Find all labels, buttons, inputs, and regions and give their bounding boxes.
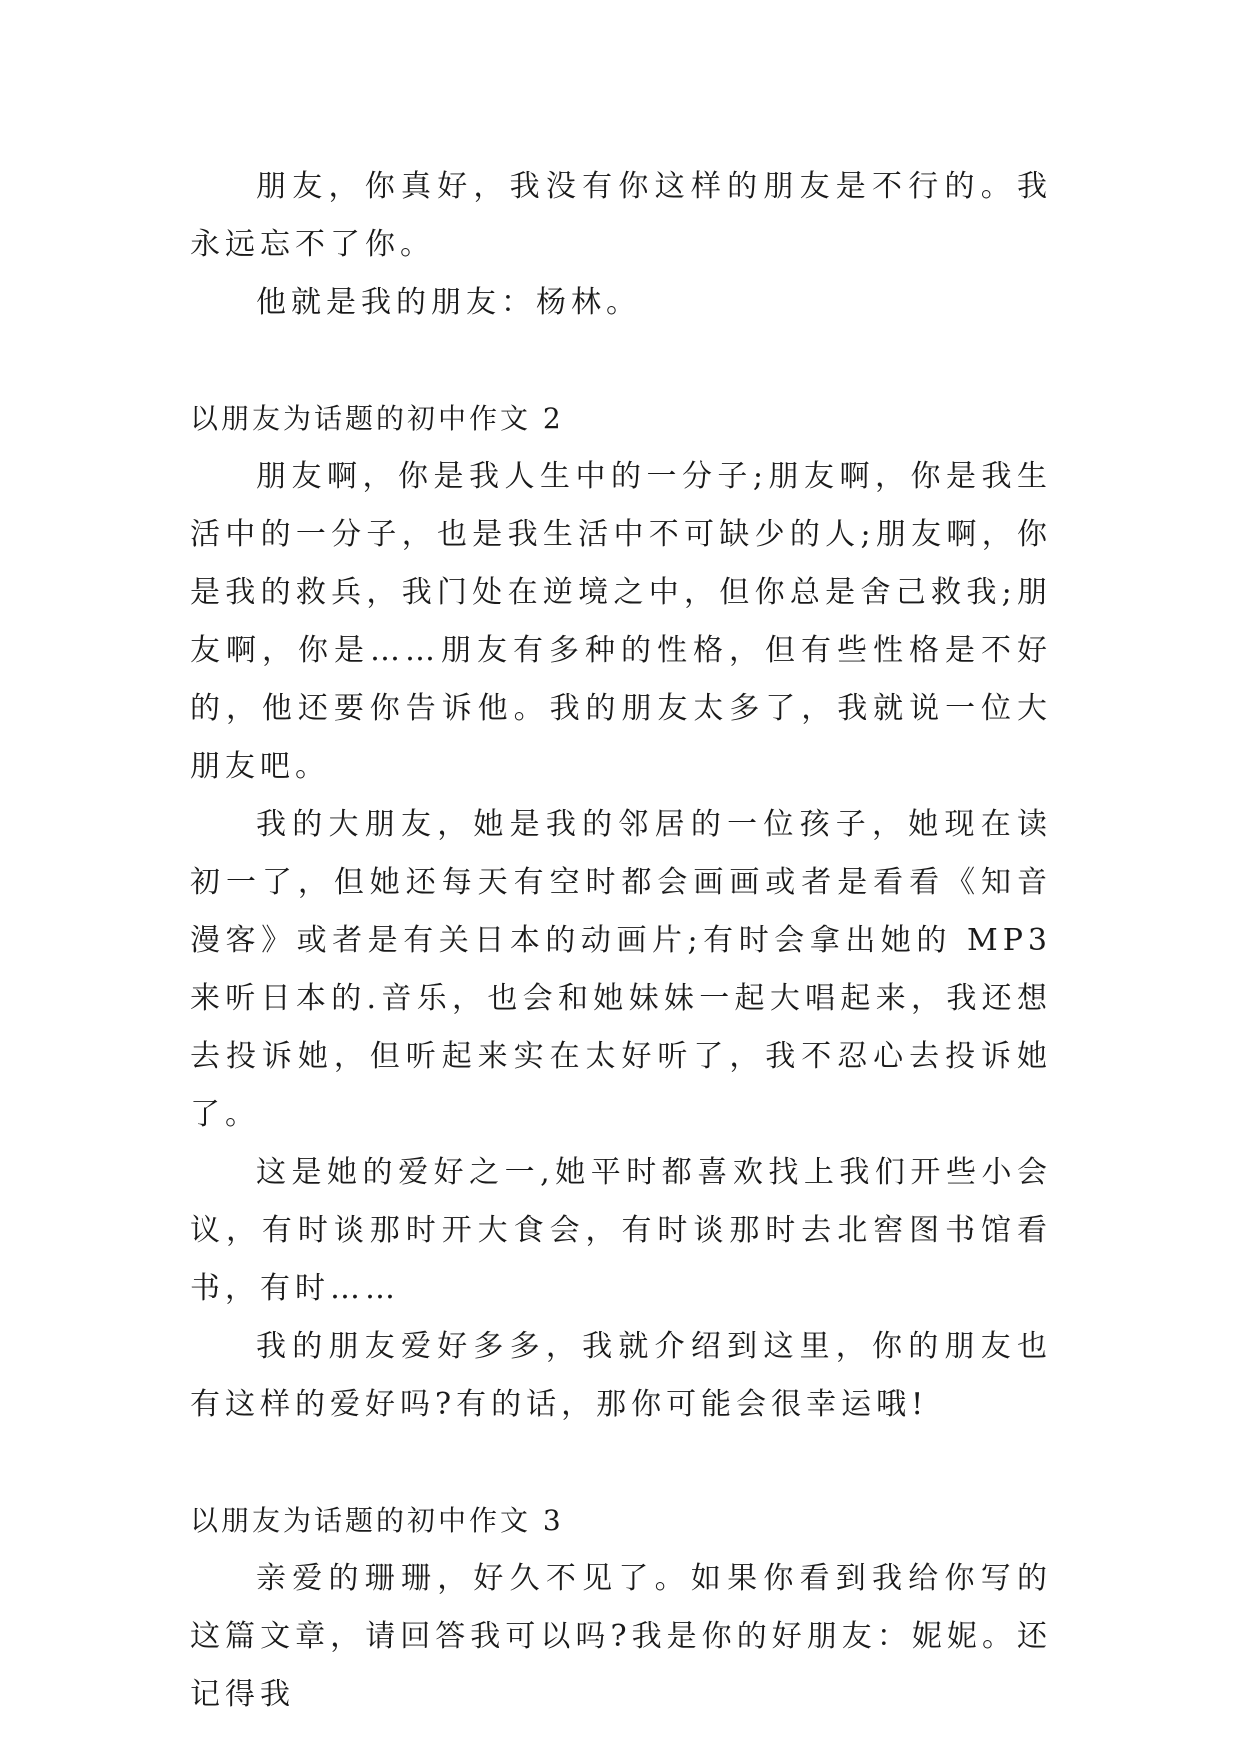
paragraph: 朋友，你真好，我没有你这样的朋友是不行的。我永远忘不了你。 [190,169,1052,262]
section-gap [190,1434,1052,1492]
paragraph: 他就是我的朋友：杨林。 [256,285,641,320]
paragraph: 我的大朋友，她是我的邻居的一位孩子，她现在读初一了，但她还每天有空时都会画画或者是看看《知音漫客》或者是有关日本的动画片;有时会拿出她的 MP3 来听日本的.音乐，也会和她妹妹一起大唱起来，我还想去投诉她，但听起来实在太好听了，我不忍心去投诉她了。 [190,807,1052,1132]
paragraph: 朋友啊，你是我人生中的一分子;朋友啊，你是我生活中的一分子，也是我生活中不可缺少的人;朋友啊，你是我的救兵，我门处在逆境之中，但你总是舍己救我;朋友啊，你是……朋友有多种的性格，但有些性格是不好的，他还要你告诉他。我的朋友太多了，我就说一位大朋友吧。 [190,459,1052,784]
paragraph: 亲爱的珊珊，好久不见了。如果你看到我给你写的这篇文章，请回答我可以吗?我是你的好朋友：妮妮。还记得我 [190,1561,1052,1712]
section-gap [190,332,1052,390]
paragraph: 这是她的爱好之一,她平时都喜欢找上我们开些小会议，有时谈那时开大食会，有时谈那时去北窖图书馆看书，有时…… [190,1155,1052,1306]
section-heading: 以朋友为话题的初中作文 3 [190,1504,564,1537]
section-heading: 以朋友为话题的初中作文 2 [190,402,564,435]
paragraph: 我的朋友爱好多多，我就介绍到这里，你的朋友也有这样的爱好吗?有的话，那你可能会很幸运哦! [190,1329,1052,1422]
document-page [190,158,1052,1724]
